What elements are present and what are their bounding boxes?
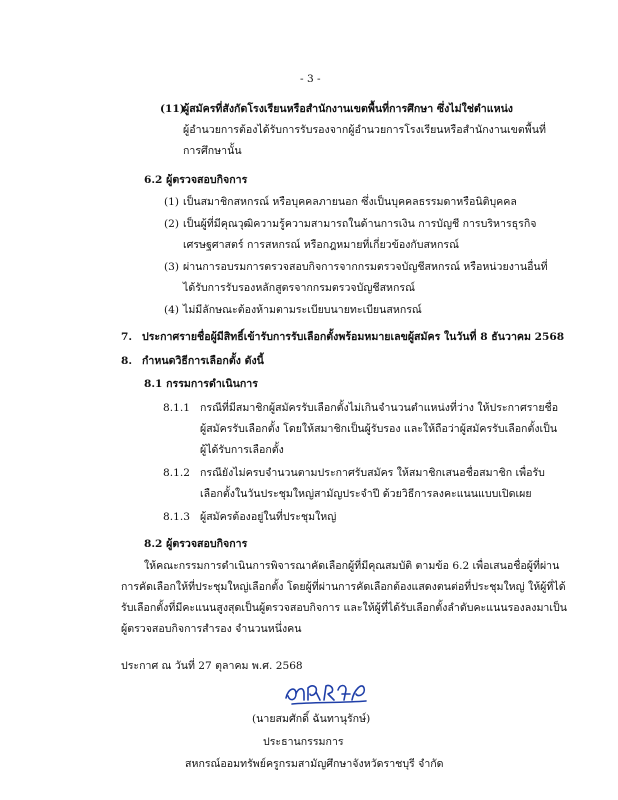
- section-7-number: 7.: [121, 331, 133, 343]
- handwritten-signature: [282, 676, 372, 708]
- page-number: - 3 -: [300, 73, 321, 85]
- paragraph-8-2-line-4: ผู้ตรวจสอบกิจการสำรอง จำนวนหนึ่งคน: [121, 623, 302, 635]
- item-1-number: (1): [164, 196, 180, 208]
- item-3-line-2: ได้รับการรับรองหลักสูตรจากกรมตรวจบัญชีสหกรณ์: [183, 282, 415, 294]
- sub-8-1-2-number: 8.1.2: [163, 467, 190, 479]
- paragraph-8-2-line-1: ให้คณะกรรมการดำเนินการพิจารณาคัดเลือกผู้ที่มีคุณสมบัติ ตามข้อ 6.2 เพื่อเสนอชื่อผู้ที่ผ่าน: [144, 560, 560, 572]
- section-8-title: กำหนดวิธีการเลือกตั้ง ดังนี้: [142, 355, 264, 367]
- item-11-number: (11): [160, 103, 185, 115]
- item-3-number: (3): [164, 261, 180, 273]
- item-4-line-1: ไม่มีลักษณะต้องห้ามตามระเบียบนายทะเบียนสหกรณ์: [183, 304, 422, 316]
- heading-8-1: 8.1 กรรมการดำเนินการ: [144, 378, 258, 390]
- section-8-number: 8.: [121, 355, 133, 367]
- item-2-line-2: เศรษฐศาสตร์ การสหกรณ์ หรือกฎหมายที่เกี่ยวข้องกับสหกรณ์: [183, 239, 459, 251]
- sub-8-1-2-line-1: กรณียังไม่ครบจำนวนตามประกาศรับสมัคร ให้สมาชิกเสนอชื่อสมาชิก เพื่อรับ: [200, 467, 545, 479]
- signatory-position: ประธานกรรมการ: [263, 736, 344, 748]
- sub-8-1-2-line-2: เลือกตั้งในวันประชุมใหญ่สามัญประจำปี ด้วยวิธีการลงคะแนนแบบเปิดเผย: [200, 488, 532, 500]
- paragraph-8-2-line-3: รับเลือกตั้งที่มีคะแนนสูงสุดเป็นผู้ตรวจสอบกิจการ และให้ผู้ที่ได้รับเลือกตั้งลำดับคะแนนรองลงมาเป็น: [121, 602, 567, 614]
- item-2-number: (2): [164, 218, 180, 230]
- signatory-name: (นายสมศักดิ์ ฉันทานุรักษ์): [252, 713, 371, 725]
- item-11-line-1: ผู้สมัครที่สังกัดโรงเรียนหรือสำนักงานเขตพื้นที่การศึกษา ซึ่งไม่ใช่ตำแหน่ง: [183, 103, 513, 115]
- item-2-line-1: เป็นผู้ที่มีคุณวุฒิความรู้ความสามารถในด้านการเงิน การบัญชี การบริหารธุรกิจ: [183, 218, 537, 230]
- sub-8-1-1-line-2: ผู้สมัครรับเลือกตั้ง โดยให้สมาชิกเป็นผู้รับรอง และให้ถือว่าผู้สมัครรับเลือกตั้งเป็น: [200, 423, 558, 435]
- item-11-line-2: ผู้อำนวยการต้องได้รับการรับรองจากผู้อำนวยการโรงเรียนหรือสำนักงานเขตพื้นที่: [183, 124, 546, 136]
- sub-8-1-1-number: 8.1.1: [163, 402, 190, 414]
- heading-8-2: 8.2 ผู้ตรวจสอบกิจการ: [144, 538, 248, 550]
- item-1-line-1: เป็นสมาชิกสหกรณ์ หรือบุคคลภายนอก ซึ่งเป็นบุคคลธรรมดาหรือนิติบุคคล: [183, 196, 517, 208]
- paragraph-8-2-line-2: การคัดเลือกให้ที่ประชุมใหญ่เลือกตั้ง โดยผู้ที่ผ่านการคัดเลือกต้องแสดงตนต่อที่ประชุมใหญ่ ให้ผู้ที่ได้: [121, 581, 566, 593]
- sub-8-1-1-line-1: กรณีที่มีสมาชิกผู้สมัครรับเลือกตั้งไม่เกินจำนวนตำแหน่งที่ว่าง ให้ประกาศรายชื่อ: [200, 402, 559, 414]
- heading-6-2: 6.2 ผู้ตรวจสอบกิจการ: [144, 174, 248, 186]
- announcement-date: ประกาศ ณ วันที่ 27 ตุลาคม พ.ศ. 2568: [121, 660, 303, 672]
- section-7-text: ประกาศรายชื่อผู้มีสิทธิ์เข้ารับการรับเลือกตั้งพร้อมหมายเลขผู้สมัคร ในวันที่ 8 ธันวาคม 2568: [142, 331, 565, 343]
- item-3-line-1: ผ่านการอบรมการตรวจสอบกิจการจากกรมตรวจบัญชีสหกรณ์ หรือหน่วยงานอื่นที่: [183, 261, 548, 273]
- sub-8-1-3-number: 8.1.3: [163, 511, 190, 523]
- item-11-line-3: การศึกษานั้น: [183, 145, 242, 157]
- organization-name: สหกรณ์ออมทรัพย์ครูกรมสามัญศึกษาจังหวัดราชบุรี จำกัด: [185, 758, 444, 770]
- item-4-number: (4): [164, 304, 180, 316]
- sub-8-1-1-line-3: ผู้ได้รับการเลือกตั้ง: [200, 444, 284, 456]
- sub-8-1-3-line-1: ผู้สมัครต้องอยู่ในที่ประชุมใหญ่: [200, 511, 337, 523]
